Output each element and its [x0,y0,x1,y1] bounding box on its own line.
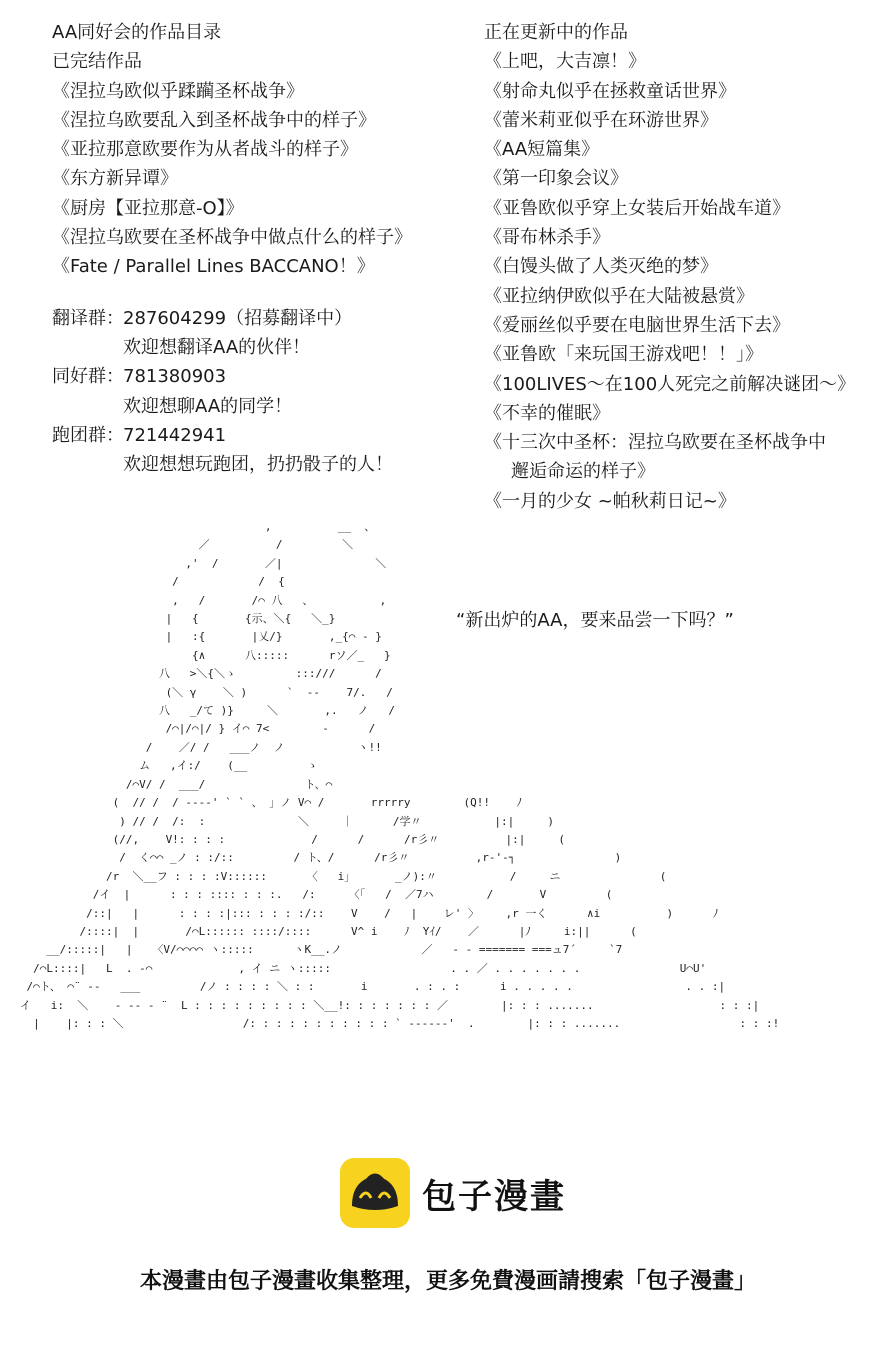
left-column [52,18,462,479]
group-number: 287604299（招募翻译中） [123,307,353,329]
group-number: 721442941 [123,424,227,446]
completed-work: 《涅拉乌欧要乱入到圣杯战争中的样子》 [52,109,376,131]
group-note: 欢迎想聊AA的同学！ [123,395,293,417]
speech-bubble-text: “新出炉的AA，要来品尝一下吗？” [456,610,734,631]
ongoing-work: 《十三次中圣杯：涅拉乌欧要在圣杯战争中 [484,432,826,454]
ongoing-work: 《不幸的催眠》 [484,402,610,424]
group-number: 781380903 [123,366,227,388]
ongoing-work: 《一月的少女 ~帕秋莉日记~》 [484,490,736,512]
footer-notice: 本漫畫由包子漫畫收集整理，更多免費漫画請搜索「包子漫畫」 [139,1269,756,1294]
completed-work: 《涅拉乌欧似乎蹂躏圣杯战争》 [52,80,304,102]
ongoing-work: 《亚鲁欧似乎穿上女装后开始战车道》 [484,197,790,219]
group-label: 同好群： [52,366,124,388]
ongoing-work: 《第一印象会议》 [484,168,628,190]
group-label: 翻译群： [52,307,124,329]
ascii-art-illustration: , __ 、 ／ / ＼ ,' / ／| ＼ / / { , / /⌒ 八 、 , | { {示、＼{ ＼_} | :{ |乂/} ,_{⌒ ‐ } {∧ 八::::: rソ／_ } 八 >＼{＼ゝ :::/// / (＼ γ ＼ ) ` -- 7/. / 八 _/て )} ＼ ,. ノ / /⌒|/⌒|/ } イ⌒ 7< - / / ／/ / ___ノ ノ ヽ!! ム ,イ:/ (__ ゝ /⌒V/ / ___/ ト、⌒ ( // / / ‐‐‐‐' ` ` 、 」ノ V⌒ / rrrrry (Q!! ﾉ ) // / /: : ＼ ｜ /学〃 |:| ) (//, V!: : : : / / /r彡〃 |:| ( / く⌒⌒ _ノ : :/:: / ト、/ /r彡〃 ,r‐'‐┐ ) /r ＼__フ : : : :V:::::: 〈 i」 _ノ):〃 / ニ ( /イ | : : : :::: : : :. /: 〈「 / ／7ハ / V ( /::| | : : : :|::: : : : :/:: V / | レ' 〉 ,r 一く ∧i ) ﾉ /::::| | /⌒L:::::: ::::/:::: V^ i ﾉ Yｲ/ ／ |ﾉ i:|| ( __/:::::| | 〈V/⌒⌒⌒⌒ ヽ::::: ヽK__.ノ ／ ‐ ‐ ======= ===ュ7´ `7 /⌒L::::| L . ‐⌒ , イ ニ ヽ::::: . . ／ . . . . . . . U⌒U' /⌒ト、 ⌒¨ ‐‐ ___ /ノ : : : : ＼ : : i . : . : i . . . . . . . :| イ i: ＼ ‐ ‐‐ ‐ ¨ L : : : : : : : : : ＼__!: : : : : : : ／ |: : : ....... : : :| | |: : : ＼ /: : : : : : : : : : : ` ‐‐‐‐‐‐' . |: : : ....... : : :! [19,520,780,1030]
right-column [484,18,884,516]
ongoing-work: 《白馒头做了人类灭绝的梦》 [484,256,718,278]
ongoing-work: 《AA短篇集》 [484,139,600,161]
ongoing-work: 《爱丽丝似乎要在电脑世界生活下去》 [484,314,790,336]
catalog-heading: AA同好会的作品目录 [52,22,222,43]
group-note: 欢迎想想玩跑团，扔扔骰子的人！ [123,454,393,476]
bun-icon [340,1158,410,1228]
ongoing-work-continued: 邂逅命运的样子》 [511,461,655,483]
fan-group [52,362,462,391]
ongoing-work: 《亚拉纳伊欧似乎在大陆被悬赏》 [484,285,754,307]
group-label: 跑团群： [52,424,124,446]
ongoing-heading: 正在更新中的作品 [484,22,628,43]
completed-work: 《亚拉那意欧要作为从者战斗的样子》 [52,139,358,161]
ongoing-work: 《上吧，大吉凛！》 [484,51,646,73]
ongoing-work: 《蕾米莉亚似乎在环游世界》 [484,109,718,131]
ongoing-work: 《哥布林杀手》 [484,227,610,249]
logo-text: 包子漫畫 [422,1176,566,1217]
completed-heading: 已完结作品 [52,51,142,73]
completed-work: 《厨房【亚拉那意-O】》 [52,197,244,219]
trpg-group [52,421,462,450]
ongoing-work: 《射命丸似乎在拯救童话世界》 [484,80,736,102]
ongoing-work: 《100LIVES～在100人死完之前解决谜团～》 [484,373,856,395]
translation-group [52,304,462,333]
completed-work: 《东方新异谭》 [52,168,178,190]
baozi-logo [340,1158,566,1228]
completed-work: 《Fate / Parallel Lines BACCANO！》 [52,256,375,278]
completed-work: 《涅拉乌欧要在圣杯战争中做点什么的样子》 [52,227,412,249]
group-note: 欢迎想翻译AA的伙伴！ [123,336,311,358]
ongoing-work: 《亚鲁欧「来玩国王游戏吧！！」》 [484,344,763,366]
